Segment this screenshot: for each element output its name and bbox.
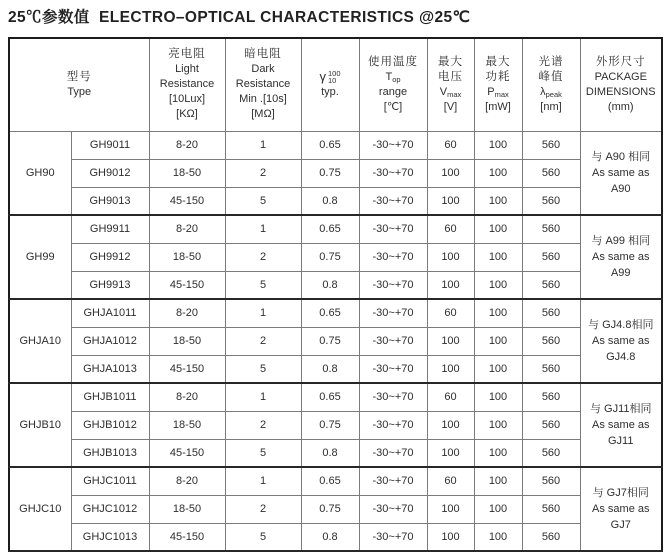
col-header-dark-resistance: 暗电阻 Dark Resistance Min .[10s] [MΩ] [225,38,301,131]
vmax-cell: 60 [427,467,474,495]
dark-resistance-cell: 1 [225,467,301,495]
col-header-gamma: γ 100 10 typ. [301,38,359,131]
model-cell: GHJA1013 [71,355,149,383]
model-cell: GH9012 [71,159,149,187]
table-row [9,467,662,495]
lambda-peak-cell: 560 [522,215,580,243]
dark-resistance-cell: 2 [225,243,301,271]
dark-resistance-cell: 5 [225,523,301,551]
vmax-cell: 100 [427,523,474,551]
light-resistance-cell: 45-150 [149,355,225,383]
package-line: GJ11 [608,435,634,447]
gamma-cell: 0.75 [301,327,359,355]
gamma-cell: 0.65 [301,467,359,495]
temp-range-cell: -30~+70 [359,131,427,159]
dark-resistance-cell: 2 [225,495,301,523]
package-line: As same as [592,419,650,431]
temp-range-cell: -30~+70 [359,411,427,439]
model-cell: GH9913 [71,271,149,299]
vmax-cell: 60 [427,215,474,243]
vmax-cell: 100 [427,439,474,467]
temp-range-cell: -30~+70 [359,327,427,355]
table-row [9,523,662,551]
package-line: A90 [610,182,631,195]
temp-range-cell: -30~+70 [359,299,427,327]
pmax-cell: 100 [474,131,522,159]
dark-resistance-cell: 2 [225,327,301,355]
gamma-cell: 0.75 [301,159,359,187]
model-cell: GH9911 [71,215,149,243]
dark-resistance-cell: 1 [225,383,301,411]
package-dimensions-cell [580,467,662,551]
package-line: 与 GJ4.8相同 [588,319,654,331]
gamma-cell: 0.75 [301,411,359,439]
table-row [9,299,662,327]
package-dimensions-cell [580,215,662,299]
dark-resistance-cell: 2 [225,411,301,439]
temp-range-cell: -30~+70 [359,243,427,271]
lambda-peak-cell: 560 [522,383,580,411]
group-name-cell: GHJB10 [9,383,71,467]
gamma-cell: 0.75 [301,243,359,271]
light-resistance-cell: 45-150 [149,187,225,215]
vmax-cell: 100 [427,495,474,523]
light-resistance-cell: 18-50 [149,327,225,355]
model-cell: GHJB1012 [71,411,149,439]
package-line: A99 [610,267,631,279]
dark-resistance-cell: 2 [225,159,301,187]
lambda-peak-cell: 560 [522,495,580,523]
table-row [9,327,662,355]
dark-resistance-cell: 5 [225,355,301,383]
pmax-cell: 100 [474,243,522,271]
model-cell: GHJC1013 [71,523,149,551]
group-name-cell: GHJC10 [9,467,71,551]
col-header-light-resistance: 亮电阻 Light Resistance [10Lux] [KΩ] [149,38,225,131]
table-row [9,215,662,243]
package-dimensions-cell [580,383,662,467]
temp-range-cell: -30~+70 [359,439,427,467]
package-line: GJ7 [610,519,631,531]
electro-optical-characteristics-table [8,37,663,552]
temp-range-cell: -30~+70 [359,271,427,299]
vmax-cell: 100 [427,187,474,215]
light-resistance-cell: 8-20 [149,131,225,159]
vmax-cell: 100 [427,355,474,383]
pmax-cell: 100 [474,411,522,439]
gamma-cell: 0.8 [301,523,359,551]
temp-range-cell: -30~+70 [359,187,427,215]
pmax-cell: 100 [474,299,522,327]
vmax-cell: 100 [427,159,474,187]
vmax-cell: 100 [427,243,474,271]
light-resistance-cell: 45-150 [149,439,225,467]
pmax-cell: 100 [474,383,522,411]
table-row [9,159,662,187]
lambda-peak-cell: 560 [522,131,580,159]
package-line: 与 A99 相同 [591,235,651,247]
vmax-cell: 100 [427,327,474,355]
gamma-symbol: γ 100 10 [319,68,341,86]
col-header-lambda-peak: 光谱 峰值 $\lambda_{peak}$ [nm] [522,38,580,131]
gamma-cell: 0.65 [301,131,359,159]
pmax-cell: 100 [474,215,522,243]
model-cell: GHJB1013 [71,439,149,467]
pmax-cell: 100 [474,495,522,523]
group-name-cell: GHJA10 [9,299,71,383]
dark-resistance-cell: 5 [225,271,301,299]
pmax-cell: 100 [474,355,522,383]
group-name-cell: GH99 [9,215,71,299]
vmax-cell: 100 [427,411,474,439]
pmax-cell: 100 [474,271,522,299]
light-resistance-cell: 8-20 [149,299,225,327]
col-header-type [9,38,149,131]
lambda-peak-cell: 560 [522,187,580,215]
package-line: As same as [592,335,650,347]
model-cell: GHJC1012 [71,495,149,523]
gamma-cell: 0.8 [301,187,359,215]
group-name-cell: GH90 [9,131,71,215]
col-header-operating-temp: 使用温度 $T_{op}$ range [℃] [359,38,427,131]
lambda-peak-cell: 560 [522,467,580,495]
package-line: As same as [592,166,650,179]
temp-range-cell: -30~+70 [359,383,427,411]
header-row [9,38,662,131]
lambda-peak-cell: 560 [522,243,580,271]
table-row [9,439,662,467]
table-header [9,38,662,131]
dark-resistance-cell: 1 [225,131,301,159]
lambda-peak-cell: 560 [522,355,580,383]
lambda-peak-cell: 560 [522,299,580,327]
gamma-cell: 0.65 [301,383,359,411]
lambda-peak-cell: 560 [522,271,580,299]
dark-resistance-cell: 1 [225,215,301,243]
temp-range-cell: -30~+70 [359,467,427,495]
model-cell: GHJA1012 [71,327,149,355]
pmax-cell: 100 [474,523,522,551]
light-resistance-cell: 8-20 [149,467,225,495]
light-resistance-cell: 18-50 [149,411,225,439]
vmax-cell: 100 [427,271,474,299]
dark-resistance-cell: 5 [225,439,301,467]
lambda-peak-cell: 560 [522,327,580,355]
lambda-peak-cell: 560 [522,411,580,439]
package-line: GJ4.8 [606,351,636,363]
light-resistance-cell: 8-20 [149,383,225,411]
table-row [9,187,662,215]
lambda-peak-cell: 560 [522,159,580,187]
gamma-cell: 0.8 [301,271,359,299]
lambda-peak-cell: 560 [522,439,580,467]
temp-range-cell: -30~+70 [359,523,427,551]
light-resistance-cell: 18-50 [149,159,225,187]
model-cell: GH9011 [71,131,149,159]
table-row [9,355,662,383]
table-row [9,495,662,523]
light-resistance-cell: 18-50 [149,243,225,271]
lambda-peak-cell: 560 [522,523,580,551]
pmax-cell: 100 [474,327,522,355]
pmax-cell: 100 [474,467,522,495]
type-header-en: Type [67,85,92,98]
pmax-cell: 100 [474,439,522,467]
vmax-cell: 60 [427,131,474,159]
gamma-cell: 0.8 [301,355,359,383]
package-line: As same as [592,503,650,515]
model-cell: GH9912 [71,243,149,271]
table-row [9,131,662,159]
model-cell: GHJB1011 [71,383,149,411]
package-dimensions-cell [580,131,662,215]
model-cell: GHJC1011 [71,467,149,495]
dark-resistance-cell: 1 [225,299,301,327]
table-row [9,383,662,411]
package-dimensions-cell [580,299,662,383]
dark-resistance-cell: 5 [225,187,301,215]
type-header-zh: 型号 [66,70,92,83]
package-line: 与 GJ11相同 [589,403,652,415]
model-cell: GH9013 [71,187,149,215]
temp-range-cell: -30~+70 [359,495,427,523]
col-header-vmax: 最大 电压 $V_{max}$ [V] [427,38,474,131]
gamma-cell: 0.75 [301,495,359,523]
vmax-cell: 60 [427,299,474,327]
light-resistance-cell: 18-50 [149,495,225,523]
temp-range-cell: -30~+70 [359,215,427,243]
table-row [9,271,662,299]
pmax-cell: 100 [474,159,522,187]
gamma-cell: 0.65 [301,215,359,243]
light-resistance-cell: 8-20 [149,215,225,243]
table-row [9,243,662,271]
temp-range-cell: -30~+70 [359,355,427,383]
gamma-cell: 0.65 [301,299,359,327]
package-line: 与 GJ7相同 [592,487,649,499]
vmax-cell: 60 [427,383,474,411]
table-body [9,131,662,551]
col-header-pmax: 最大 功耗 $P_{max}$ [mW] [474,38,522,131]
pmax-cell: 100 [474,187,522,215]
col-header-package-dimensions: 外形尺寸 PACKAGE DIMENSIONS (mm) [580,38,662,131]
page-title: 25℃参数值 ELECTRO–OPTICAL CHARACTERISTICS @25℃ [8,9,471,26]
model-cell: GHJA1011 [71,299,149,327]
package-line: 与 A90 相同 [591,150,651,163]
temp-range-cell: -30~+70 [359,159,427,187]
gamma-cell: 0.8 [301,439,359,467]
table-row [9,411,662,439]
package-line: As same as [592,251,650,263]
light-resistance-cell: 45-150 [149,523,225,551]
light-resistance-cell: 45-150 [149,271,225,299]
